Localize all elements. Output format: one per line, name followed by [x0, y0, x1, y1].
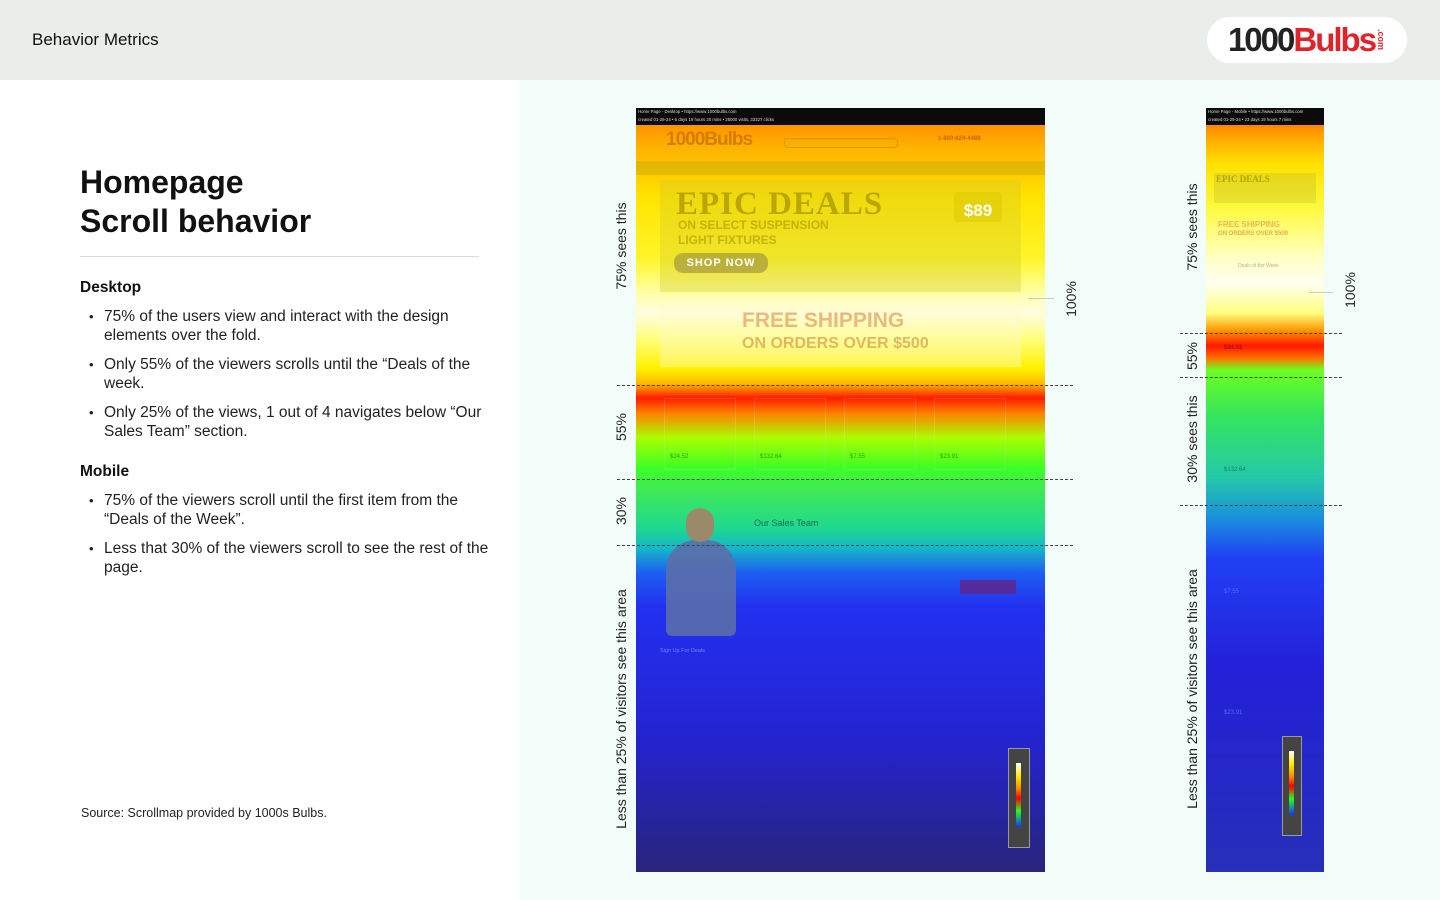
desktop-threshold-line — [617, 385, 1073, 386]
mobile-fold-tick — [1309, 292, 1333, 293]
banner-sub-line: ON SELECT SUSPENSION — [678, 218, 829, 232]
desktop-title: Desktop — [80, 279, 142, 296]
banner-sub-line: LIGHT FIXTURES — [678, 233, 777, 247]
desktop-shipping-line2: ON ORDERS OVER $500 — [742, 335, 929, 352]
desktop-banner-title: EPIC DEALS — [676, 186, 884, 222]
mobile-shipping-line2: ON ORDERS OVER $500 — [1218, 231, 1289, 237]
desktop-info-line: created 01-29-24 • 6 days 19 hours 20 mins • 25000 visits, 33327 clicks — [638, 117, 775, 122]
heading-divider — [80, 256, 479, 257]
mobile-bullet: • 75% of the viewers scroll until the first item from the “Deals of the Week”. — [80, 491, 490, 529]
slide-heading — [80, 163, 311, 241]
top-header-bar — [0, 0, 1440, 80]
mobile-heat-legend — [1282, 736, 1302, 836]
mobile-deals-label: Deals of the Week — [1238, 263, 1279, 269]
desktop-bullet: • 75% of the users view and interact with the design elements over the fold. — [80, 307, 490, 345]
desktop-label-75: 75% sees this — [613, 202, 629, 290]
desktop-threshold-line — [617, 545, 1073, 546]
mobile-bullet: • Less that 30% of the viewers scroll to see the rest of the page. — [80, 539, 490, 577]
desktop-bullet-list — [80, 307, 490, 441]
mobile-label-25: Less than 25% of visitors see this area — [1184, 569, 1200, 809]
desktop-bullet: • Only 25% of the views, 1 out of 4 navigates below “Our Sales Team” section. — [80, 403, 490, 441]
mobile-threshold-line — [1180, 333, 1342, 334]
desktop-site-phone: 1-800-624-4488 — [938, 136, 981, 142]
desktop-banner-price: $89 — [954, 192, 1002, 222]
mobile-banner-title: EPIC DEALS — [1216, 174, 1270, 184]
desktop-product-price: $24.52 — [670, 454, 689, 460]
mobile-threshold-line — [1180, 377, 1342, 378]
mobile-shipping-line1: FREE SHIPPING — [1218, 220, 1280, 229]
desktop-threshold-line — [617, 479, 1073, 480]
desktop-label-25: Less than 25% of visitors see this area — [613, 589, 629, 829]
desktop-info-line: Home Page - Desktop • https://www.1000bulbs.com — [638, 109, 737, 114]
heat-legend-scale — [1016, 763, 1021, 827]
desktop-heat-legend — [1008, 748, 1030, 848]
mobile-map-info — [1206, 108, 1324, 125]
sales-rep-body — [666, 540, 736, 636]
desktop-findings — [80, 279, 490, 451]
mobile-findings — [80, 463, 490, 587]
desktop-product-price: $23.91 — [940, 454, 959, 460]
mobile-info-line: created 01-29-24 • 23 days 19 hours 7 mins — [1208, 117, 1292, 122]
desktop-bullet: • Only 55% of the viewers scrolls until the “Deals of the week. — [80, 355, 490, 393]
logo-number: 1000 — [1227, 21, 1294, 58]
mobile-bullet-list — [80, 491, 490, 577]
desktop-product-price: $7.55 — [850, 454, 866, 460]
desktop-scrollmap — [636, 108, 1045, 872]
mobile-label-55: 55% — [1184, 341, 1200, 371]
desktop-signup-label: Sign Up For Deals — [660, 648, 705, 654]
mobile-product-price: $23.91 — [1224, 710, 1243, 716]
brand-logo — [1207, 17, 1407, 63]
mobile-scrollmap — [1206, 108, 1324, 872]
heading-line-2: Scroll behavior — [80, 203, 312, 239]
source-note: Source: Scrollmap provided by 1000s Bulbs. — [81, 806, 327, 820]
mobile-info-line: Home Page - Mobile • https://www.1000bulbs.com — [1208, 109, 1304, 114]
desktop-site-logo: 1000Bulbs — [666, 129, 753, 150]
desktop-fold-tick — [1028, 298, 1054, 299]
mobile-product-price: $132.64 — [1224, 467, 1246, 473]
desktop-site-nav — [636, 161, 1045, 175]
desktop-label-55: 55% — [613, 412, 629, 442]
heading-line-1: Homepage — [80, 164, 244, 200]
sales-rep-head — [686, 508, 714, 542]
desktop-sales-team-title: Our Sales Team — [754, 518, 819, 528]
desktop-label-30: 30% — [613, 496, 629, 526]
logo-suffix: .com — [1376, 29, 1387, 51]
desktop-shop-now-button: SHOP NOW — [674, 253, 768, 273]
logo-word: Bulbs — [1293, 21, 1376, 58]
desktop-map-info — [636, 108, 1045, 125]
desktop-label-100: 100% — [1063, 281, 1079, 317]
mobile-product-price: $24.52 — [1224, 345, 1243, 351]
mobile-label-30: 30% sees this — [1184, 395, 1200, 483]
heat-legend-scale — [1289, 751, 1294, 815]
mobile-label-100: 100% — [1342, 272, 1358, 308]
desktop-product-price: $132.64 — [760, 454, 782, 460]
mobile-threshold-line — [1180, 505, 1342, 506]
desktop-sales-cta — [960, 580, 1016, 594]
mobile-label-75: 75% sees this — [1184, 183, 1200, 271]
desktop-site-search — [784, 138, 898, 148]
mobile-product-price: $7.55 — [1224, 589, 1240, 595]
desktop-shipping-line1: FREE SHIPPING — [742, 309, 905, 332]
page-section-title: Behavior Metrics — [32, 30, 159, 49]
sales-rep-photo — [666, 506, 736, 636]
desktop-banner-subtitle — [678, 218, 829, 248]
mobile-title: Mobile — [80, 463, 130, 480]
